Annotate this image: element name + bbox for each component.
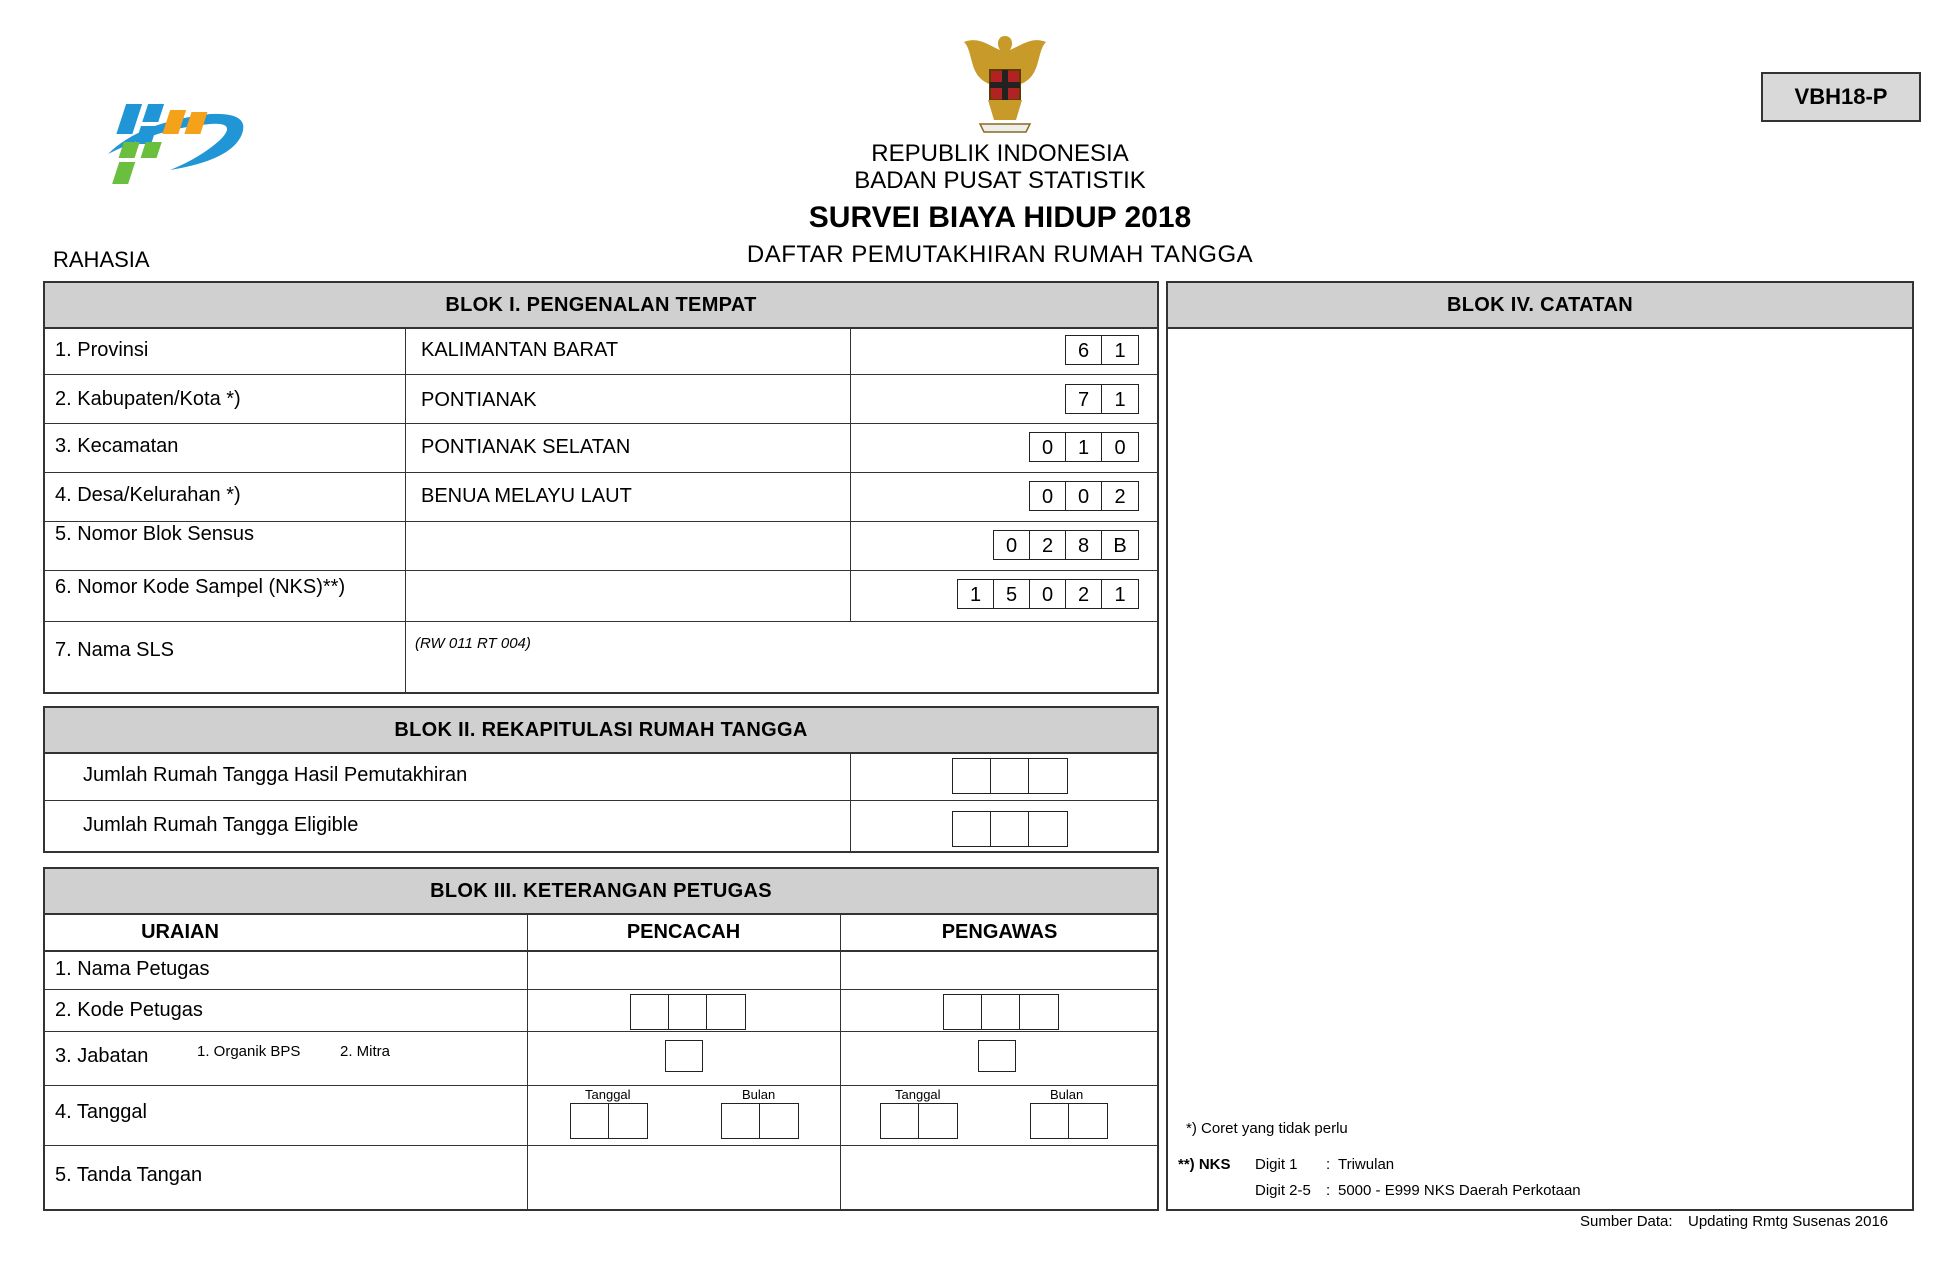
block3-row2-label: 2. Kode Petugas (55, 999, 203, 1021)
pencacah-tanggal-boxes[interactable] (570, 1103, 648, 1139)
note-digit2-sep: : (1326, 1182, 1331, 1199)
pencacah-jabatan-box[interactable] (665, 1040, 703, 1072)
note-digit2-value: 5000 - E999 NKS Daerah Perkotaan (1338, 1182, 1581, 1199)
block1-pengenalan-tempat (43, 281, 1159, 694)
note-digit1-label: Digit 1 (1255, 1156, 1298, 1173)
pengawas-bulan-label: Bulan (1050, 1087, 1084, 1102)
jabatan-option-1: 1. Organik BPS (197, 1043, 301, 1060)
block1-row4-label: 4. Desa/Kelurahan *) (55, 484, 241, 506)
block1-row3-label: 3. Kecamatan (55, 435, 179, 457)
block4-catatan (1166, 281, 1914, 1211)
block3-row5-label: 5. Tanda Tangan (55, 1164, 203, 1186)
block2-row2-label: Jumlah Rumah Tangga Eligible (83, 814, 359, 836)
block1-row3-code[interactable]: 0 1 0 (1029, 432, 1139, 462)
pencacah-bulan-label: Bulan (742, 1087, 776, 1102)
block1-row2-label: 2. Kabupaten/Kota *) (55, 388, 241, 410)
page-subtitle: DAFTAR PEMUTAKHIRAN RUMAH TANGGA (746, 241, 1254, 268)
note-coret: *) Coret yang tidak perlu (1186, 1120, 1348, 1137)
block1-row1-code[interactable]: 6 1 (1065, 335, 1139, 365)
block2-row2-boxes[interactable] (952, 811, 1068, 847)
pencacah-kode-boxes[interactable] (630, 994, 746, 1030)
block1-row3-value: PONTIANAK SELATAN (421, 436, 631, 458)
block1-row2-code[interactable]: 7 1 (1065, 384, 1139, 414)
block3-row4-label: 4. Tanggal (55, 1101, 147, 1123)
block1-row4-value: BENUA MELAYU LAUT (421, 485, 632, 507)
block1-row5-code[interactable]: 0 2 8 B (993, 530, 1139, 560)
block3-col-pencacah: PENCACAH (626, 921, 741, 943)
block1-row6-code[interactable]: 1 5 0 2 1 (957, 579, 1139, 609)
pengawas-tanggal-boxes[interactable] (880, 1103, 958, 1139)
block2-row1-label: Jumlah Rumah Tangga Hasil Pemutakhiran (83, 764, 468, 786)
block3-row3-label: 3. Jabatan (55, 1045, 149, 1067)
block1-row5-label: 5. Nomor Blok Sensus (55, 523, 254, 545)
block1-row2-value: PONTIANAK (421, 389, 537, 411)
block1-row7-label: 7. Nama SLS (55, 639, 174, 661)
note-digit2-label: Digit 2-5 (1255, 1182, 1311, 1199)
garuda-emblem (950, 28, 1060, 138)
pencacah-tanggal-label: Tanggal (585, 1087, 631, 1102)
note-digit1-value: Triwulan (1338, 1156, 1395, 1173)
classification-label: RAHASIA (53, 247, 150, 272)
header-country: REPUBLIK INDONESIA (871, 140, 1129, 167)
page-title: SURVEI BIAYA HIDUP 2018 (808, 201, 1192, 234)
block1-row7-value: (RW 011 RT 004) (415, 635, 531, 652)
block4-title: BLOK IV. CATATAN (1168, 283, 1912, 329)
pengawas-kode-boxes[interactable] (943, 994, 1059, 1030)
block2-row1-boxes[interactable] (952, 758, 1068, 794)
pengawas-bulan-boxes[interactable] (1030, 1103, 1108, 1139)
block1-row1-value: KALIMANTAN BARAT (421, 339, 619, 361)
source-label: Sumber Data: (1580, 1213, 1673, 1230)
block3-keterangan-petugas (43, 867, 1159, 1211)
block3-row1-label: 1. Nama Petugas (55, 958, 210, 980)
jabatan-option-2: 2. Mitra (340, 1043, 391, 1060)
block1-row4-code[interactable]: 0 0 2 (1029, 481, 1139, 511)
pengawas-tanggal-label: Tanggal (895, 1087, 941, 1102)
pencacah-bulan-boxes[interactable] (721, 1103, 799, 1139)
block3-col-uraian: URAIAN (141, 921, 219, 943)
pengawas-jabatan-box[interactable] (978, 1040, 1016, 1072)
block3-col-pengawas: PENGAWAS (941, 921, 1058, 943)
block2-title: BLOK II. REKAPITULASI RUMAH TANGGA (45, 708, 1157, 754)
block3-title: BLOK III. KETERANGAN PETUGAS (45, 869, 1157, 915)
block2-rekapitulasi (43, 706, 1159, 853)
header-agency: BADAN PUSAT STATISTIK (854, 167, 1146, 194)
block1-row1-label: 1. Provinsi (55, 339, 149, 361)
note-digit1-sep: : (1326, 1156, 1331, 1173)
block1-row6-label: 6. Nomor Kode Sampel (NKS)**) (55, 576, 346, 598)
form-code-badge: VBH18-P (1761, 72, 1921, 122)
block1-title: BLOK I. PENGENALAN TEMPAT (45, 283, 1157, 329)
source-value: Updating Rmtg Susenas 2016 (1688, 1213, 1889, 1230)
note-nks-key: **) NKS (1178, 1156, 1231, 1173)
